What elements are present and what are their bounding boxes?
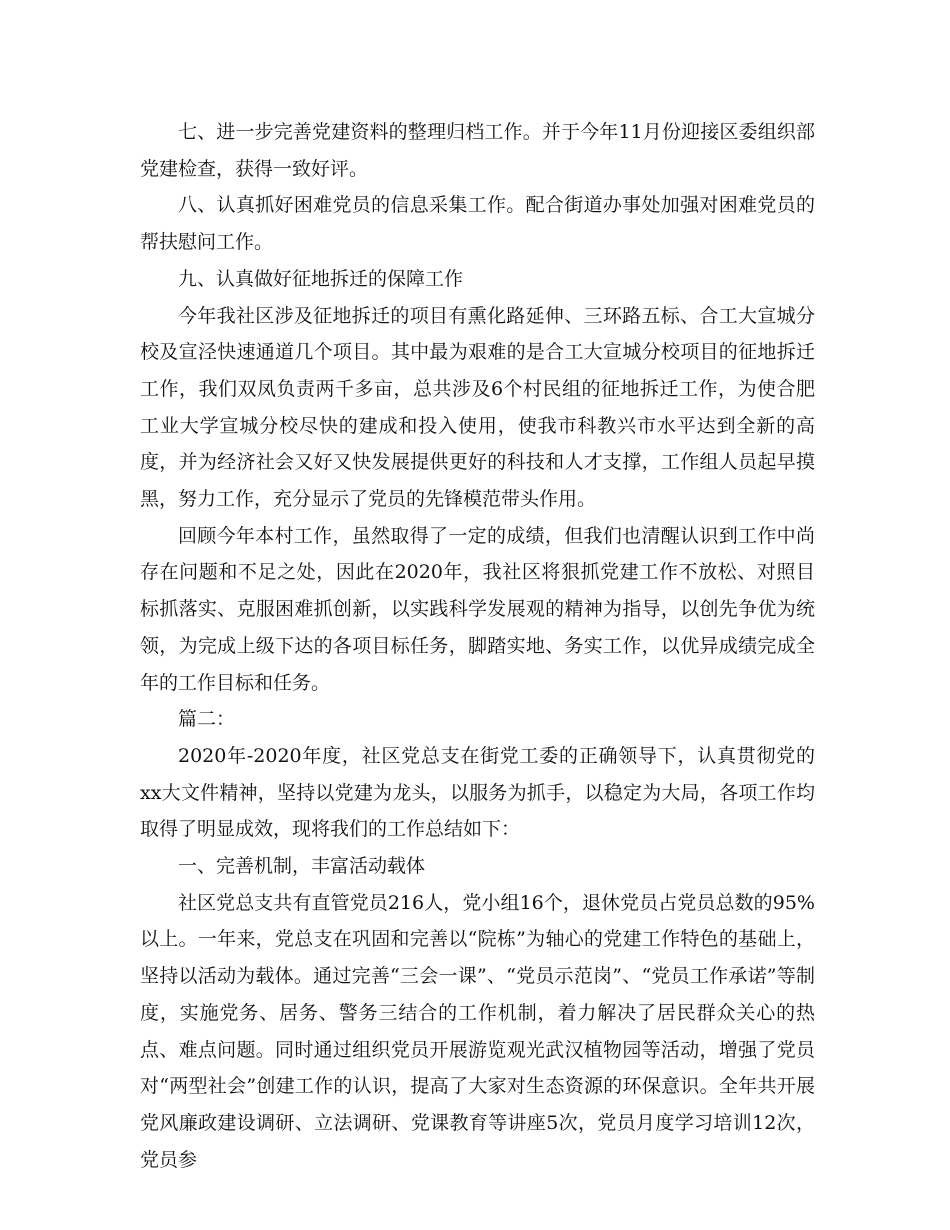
- paragraph-heading-9: 九、认真做好征地拆迁的保障工作: [178, 267, 464, 290]
- paragraph-review: 回顾今年本村工作，虽然取得了一定的成绩，但我们也清醒认识到工作中尚存在问题和不足之处，因此在2020年，我社区将狠抓党建工作不放松、对照目标抓落实、克服困难抓创新，以实践科学发展观的精神为指导，以创先争优为统领，为完成上级下达的各项目标任务，脚踏实地、务实工作，以优异成绩完成全年的工作目标和任务。: [140, 524, 815, 694]
- paragraph-demolition-projects: 今年我社区涉及征地拆迁的项目有熏化路延伸、三环路五标、合工大宣城分校及宣泾快速通道几个项目。其中最为艰难的是合工大宣城分校项目的征地拆迁工作，我们双凤负责两千多亩，总共涉及6个村民组的征地拆迁工作，为使合肥工业大学宣城分校尽快的建成和投入使用，使我市科教兴市水平达到全新的高度，并为经济社会又好又快发展提供更好的科技和人才支撑，工作组人员起早摸黑，努力工作，充分显示了党员的先锋模范带头作用。: [140, 304, 815, 511]
- document-body: [140, 114, 815, 1178]
- paragraph-item-7: 七、进一步完善党建资料的整理归档工作。并于今年11月份迎接区委组织部党建检查，获得一致好评。: [140, 121, 815, 180]
- section-heading-part-two: 篇二：: [178, 708, 236, 731]
- paragraph-party-members: 社区党总支共有直管党员216人，党小组16个，退休党员占党员总数的95%以上。一年来，党总支在巩固和完善以“院栋”为轴心的党建工作特色的基础上，坚持以活动为载体。通过完善“三会一课”、“党员示范岗”、“党员工作承诺”等制度，实施党务、居务、警务三结合的工作机制，着力解决了居民群众关心的热点、难点问题。同时通过组织党员开展游览观光武汉植物园等活动，增强了党员对“两型社会”创建工作的认识，提高了大家对生态资源的环保意识。全年共开展党风廉政建设调研、立法调研、党课教育等讲座5次，党员月度学习培训12次，党员参: [140, 891, 815, 1171]
- paragraph-item-8: 八、认真抓好困难党员的信息采集工作。配合街道办事处加强对困难党员的帮扶慰问工作。: [140, 194, 815, 254]
- paragraph-annual-summary-intro: 2020年-2020年度，社区党总支在街党工委的正确领导下，认真贯彻党的xx大文件精神，坚持以党建为龙头，以服务为抓手，以稳定为大局，各项工作均取得了明显成效，现将我们的工作总结如下：: [140, 744, 815, 841]
- paragraph-heading-1: 一、完善机制，丰富活动载体: [178, 855, 426, 878]
